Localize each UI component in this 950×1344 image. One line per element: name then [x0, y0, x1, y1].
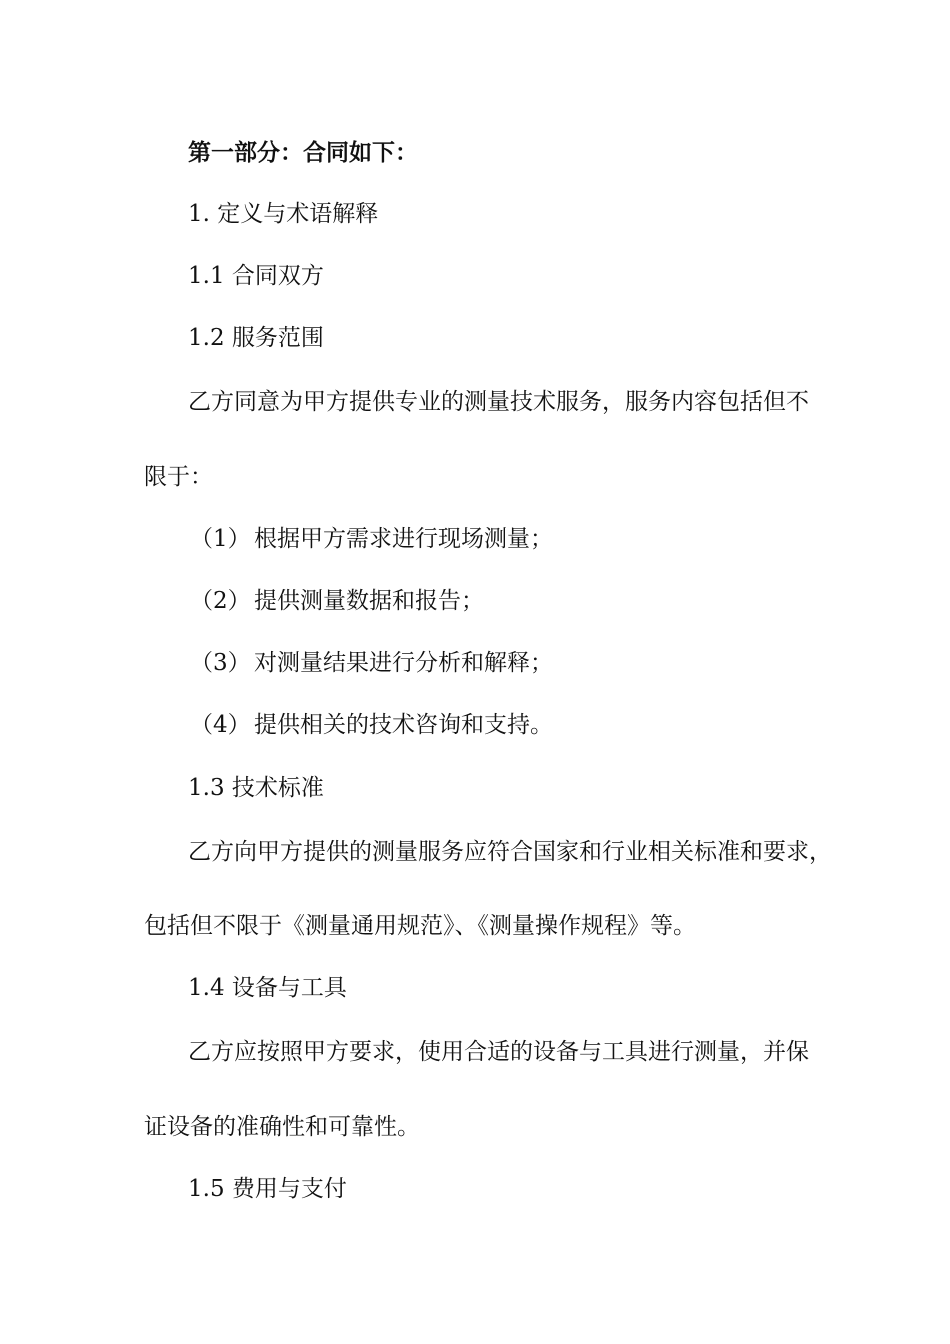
list-item-number: （3）: [190, 650, 251, 676]
paragraph-1-line-1: 乙方同意为甲方提供专业的测量技术服务，服务内容包括但不: [188, 389, 809, 415]
list-item: [190, 648, 553, 678]
paragraph-2-line-1: 乙方向甲方提供的测量服务应符合国家和行业相关标准和要求，: [188, 839, 832, 865]
list-item-text: 根据甲方需求进行现场测量；: [254, 526, 553, 552]
list-item-number: （2）: [190, 588, 251, 614]
list-item-text: 对测量结果进行分析和解释；: [254, 650, 553, 676]
list-item-number: （1）: [190, 526, 251, 552]
section-1-title: 1. 定义与术语解释: [188, 201, 379, 227]
paragraph-3-line-1: 乙方应按照甲方要求，使用合适的设备与工具进行测量，并保: [188, 1039, 809, 1065]
list-item: [190, 710, 553, 740]
list-item-text: 提供测量数据和报告；: [254, 588, 484, 614]
section-1-2-title: 1.2 服务范围: [188, 325, 324, 351]
paragraph-3-line-2: 证设备的准确性和可靠性。: [144, 1114, 420, 1140]
paragraph-1-line-2: 限于：: [144, 464, 213, 490]
section-1-1-title: 1.1 合同双方: [188, 263, 324, 289]
paragraph-2-line-2: 包括但不限于《测量通用规范》、《测量操作规程》等。: [144, 913, 696, 939]
list-item: [190, 586, 484, 616]
section-1-3-title: 1.3 技术标准: [188, 775, 324, 801]
section-1-4-title: 1.4 设备与工具: [188, 975, 347, 1001]
section-1-5-title: 1.5 费用与支付: [188, 1176, 347, 1202]
list-item-text: 提供相关的技术咨询和支持。: [254, 712, 553, 738]
list-item-number: （4）: [190, 712, 251, 738]
list-item: [190, 524, 553, 554]
part-heading: 第一部分：合同如下：: [188, 140, 418, 166]
